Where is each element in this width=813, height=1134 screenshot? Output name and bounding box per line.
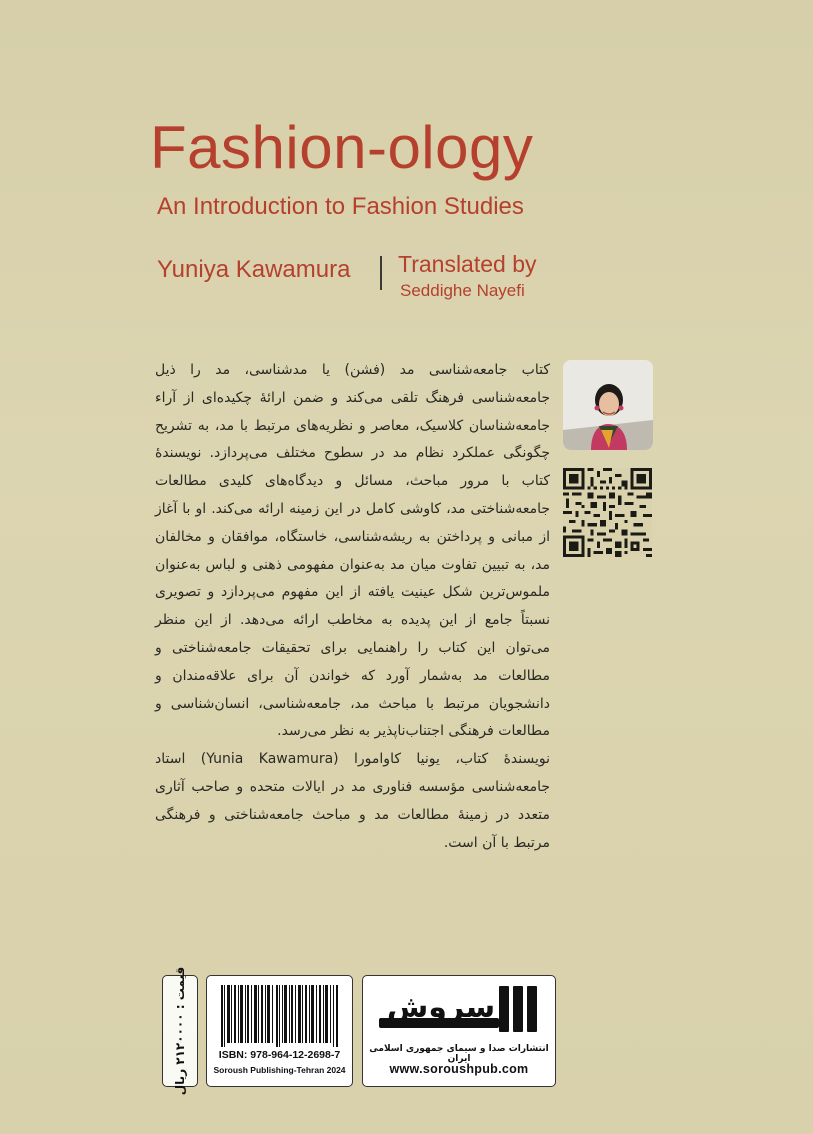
publisher-name: انتشارات صدا و سیمای جمهوری اسلامی ایران xyxy=(369,1044,549,1064)
divider xyxy=(380,256,382,290)
imprint-text: Soroush Publishing-Tehran 2024 xyxy=(213,1065,346,1075)
book-title: Fashion-ology xyxy=(150,114,534,181)
publisher-logo-text: سروش xyxy=(386,990,496,1025)
author-name: Yuniya Kawamura xyxy=(157,256,351,283)
description xyxy=(155,357,550,857)
translator-name: Seddighe Nayefi xyxy=(400,281,525,300)
isbn-text: ISBN: 978-964-12-2698-7 xyxy=(218,1049,341,1061)
barcode-box xyxy=(206,975,353,1087)
publisher-box xyxy=(362,975,556,1087)
book-subtitle: An Introduction to Fashion Studies xyxy=(157,193,524,220)
publisher-logo xyxy=(375,984,543,1040)
publisher-url[interactable]: www.soroushpub.com xyxy=(389,1062,529,1076)
qr-code-icon xyxy=(563,468,652,557)
author-photo xyxy=(563,360,653,450)
description-paragraph: کتاب جامعه‌شناسی مد (فشن) یا مدشناسی، مد را ذیل جامعه‌شناسی فرهنگ تلقی می‌کند و ضمن ارائهٔ چکیده‌ای از آراء جامعه‌شناسان کلاسیک، معاصر و نظریه‌های مرتبط با مد، به تشریح چگونگی عملکرد نظام مد در سطوح مختلف می‌پردازد. نویسندهٔ کتاب با مرور مباحث، مسائل و دیدگاه‌های کلیدی مطالعات جامعه‌شناختی مد، کاوشی کامل در این زمینه ارائه می‌کند. او با آغاز از مبانی و پرداختن به ریشه‌شناسی، خاستگاه، موافقان و مخالفان مد، به تبیین تفاوت میان مد به‌عنوان مفهومی ذهنی و لباس به‌عنوان ملموس‌ترین شکل عینیت یافته از این مفهوم می‌پردازد و تصویری نسبتاً جامع از این پدیده به مخاطب ارائه می‌دهد. از این منظر می‌توان این کتاب را راهنمایی برای تحقیقات جامعه‌شناختی و مطالعات مد به‌شمار آورد که خواندن آن برای علاقه‌مندان و دانشجویان مرتبط با مباحث مد، جامعه‌شناسی، انسان‌شناسی و مطالعات فرهنگی اجتناب‌ناپذیر به نظر می‌رسد. xyxy=(155,362,550,740)
price-label: قیمت : ۲۱۲۰۰۰۰ ریال xyxy=(173,966,187,1096)
translated-by-label: Translated by xyxy=(398,251,537,277)
price-box xyxy=(162,966,198,1096)
description-paragraph: نویسندهٔ کتاب، یونیا کاوامورا (Yunia Kawamura) استاد جامعه‌شناسی مؤسسه فناوری مد در ایالات متحده و صاحب آثاری متعدد در زمینهٔ مطالعات مد و مباحث جامعه‌شناختی و فرهنگی مرتبط با آن است. xyxy=(155,751,550,851)
barcode-icon xyxy=(221,985,339,1047)
